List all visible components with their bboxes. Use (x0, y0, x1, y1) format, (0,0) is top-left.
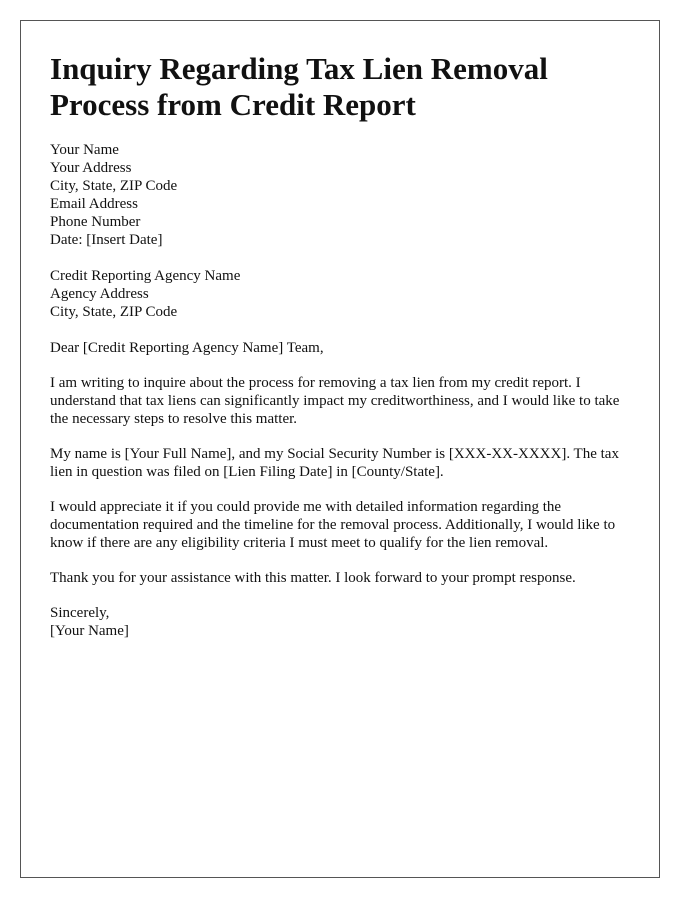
recipient-agency-name: Credit Reporting Agency Name (50, 268, 241, 284)
letter-page (20, 20, 660, 878)
closing: Sincerely, (50, 605, 110, 621)
signature-block (50, 604, 631, 640)
signature-name: [Your Name] (50, 623, 129, 639)
sender-city-state-zip: City, State, ZIP Code (50, 178, 178, 194)
salutation: Dear [Credit Reporting Agency Name] Team, (50, 340, 324, 356)
sender-address: Your Address (50, 160, 132, 176)
body-paragraph: I am writing to inquire about the process for removing a tax lien from my credit report. I understand that tax liens can significantly impact my creditworthiness, and I would like to take the necessary steps to resolve this matter. (50, 375, 620, 427)
sender-phone: Phone Number (50, 214, 141, 230)
recipient-block (50, 267, 631, 321)
body-paragraph: Thank you for your assistance with this matter. I look forward to your prompt response. (50, 570, 576, 586)
body-paragraph: My name is [Your Full Name], and my Social Security Number is [XXX-XX-XXXX]. The tax lien in question was filed on [Lien Filing Date] in [County/State]. (50, 446, 619, 480)
recipient-agency-address: Agency Address (50, 286, 149, 302)
sender-email: Email Address (50, 196, 138, 212)
letter-date: Date: [Insert Date] (50, 232, 163, 248)
sender-block (50, 141, 631, 249)
letter-title: Inquiry Regarding Tax Lien Removal Process from Credit Report (50, 51, 548, 122)
recipient-city-state-zip: City, State, ZIP Code (50, 304, 178, 320)
sender-name: Your Name (50, 142, 119, 158)
body-paragraph: I would appreciate it if you could provide me with detailed information regarding the documentation required and the timeline for the removal process. Additionally, I would like to know if there are any eligibility criteria I must meet to qualify for the lien removal. (50, 499, 616, 551)
